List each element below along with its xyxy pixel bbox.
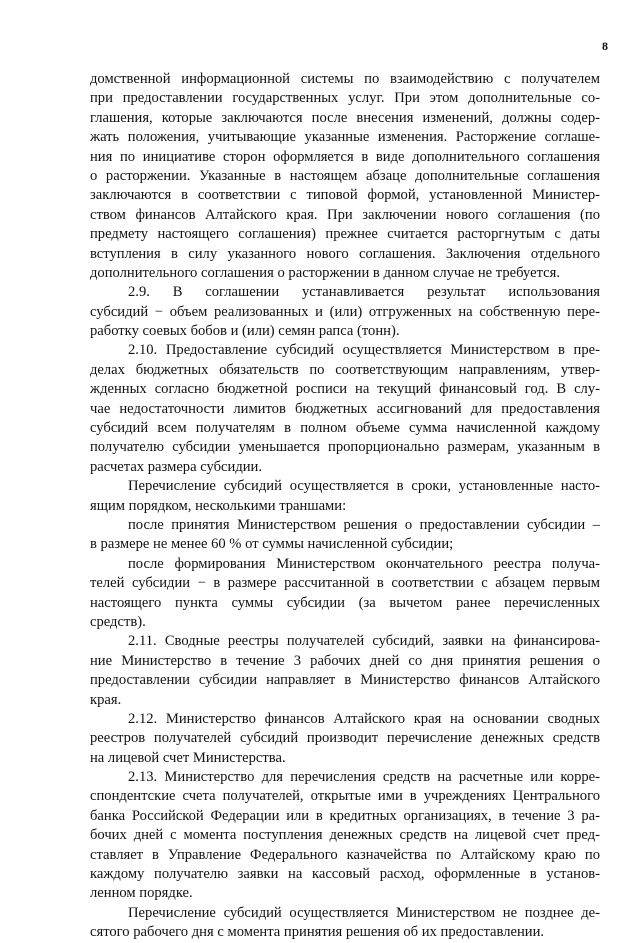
text-line: реестров получателей субсидий производит перечисление денежных средств — [90, 730, 600, 747]
text-line: после формирования Министерством окончательного реестра получа- — [128, 555, 600, 572]
text-line: спондентские счета получателей, открытые ими в учреждениях Центрального — [90, 788, 600, 805]
page-number: 8 — [602, 39, 608, 53]
text-line: заключаются в соответствии с типовой формой, установленной Министер- — [90, 187, 600, 204]
text-line: ния по инициативе сторон оформляется в виде дополнительного соглашения — [90, 148, 600, 165]
text-line: настоящего пункта суммы субсидии (за вычетом ранее перечисленных — [90, 594, 600, 611]
text-line: после принятия Министерством решения о предоставлении субсидии – — [128, 516, 600, 533]
text-line: жденных согласно бюджетной росписи на текущий финансовый год. В слу- — [90, 381, 600, 398]
text-line: банка Российской Федерации или в кредитных организациях, в течение 3 ра- — [90, 807, 600, 824]
text-line: о расторжении. Указанные в настоящем абзаце дополнительные соглашения — [90, 167, 600, 184]
text-line: работку соевых бобов и (или) семян рапса (тонн). — [90, 323, 400, 340]
text-line: ние Министерство в течение 3 рабочих дней со дня принятия решения о — [90, 652, 600, 669]
text-line: 2.11. Сводные реестры получателей субсидий, заявки на финансирова- — [128, 633, 600, 650]
text-line: 2.9. В соглашении устанавливается результат использования — [128, 284, 600, 301]
text-line: предоставлении субсидии направляет в Министерство финансов Алтайского — [90, 672, 600, 689]
text-line: 2.13. Министерство для перечисления средств на расчетные или корре- — [128, 769, 600, 786]
text-line: субсидий − объем реализованных и (или) отгруженных на собственную пере- — [90, 303, 600, 320]
text-line: каждому получателю заявки на кассовый расход, оформленные в установ- — [90, 866, 600, 883]
text-line: жать положения, учитывающие указанные изменения. Расторжение соглаше- — [90, 129, 600, 146]
text-line: вступления в силу указанного нового соглашения. Заключения отдельного — [90, 245, 600, 262]
text-line: глашения, которые заключаются после внесения изменений, должны содер- — [90, 109, 600, 126]
text-line: ством финансов Алтайского края. При заключении нового соглашения (по — [90, 206, 600, 223]
text-line: расчетах размера субсидии. — [90, 458, 263, 475]
text-line: чае недостаточности лимитов бюджетных ассигнований для предоставления — [90, 400, 600, 417]
text-line: ящим порядком, несколькими траншами: — [90, 497, 347, 514]
text-line: телей субсидии − в размере рассчитанной в соответствии с абзацем первым — [90, 575, 600, 592]
body-text — [90, 70, 600, 943]
text-line: ставляет в Управление Федерального казначейства по Алтайскому краю по — [90, 846, 600, 863]
text-line: Перечисление субсидий осуществляется в сроки, установленные насто- — [128, 478, 600, 495]
text-line: сятого рабочего дня с момента принятия решения об их предоставлении. — [90, 924, 545, 941]
text-line: дополнительного соглашения о расторжении в данном случае не требуется. — [90, 264, 560, 281]
text-line: при предоставлении государственных услуг. При этом дополнительные со- — [90, 90, 600, 107]
text-line: бочих дней с момента поступления денежных средств на лицевой счет пред- — [90, 827, 600, 844]
text-line: 2.12. Министерство финансов Алтайского края на основании сводных — [128, 710, 600, 727]
text-line: 2.10. Предоставление субсидий осуществляется Министерством в пре- — [128, 342, 600, 359]
text-line: делах бюджетных обязательств по соответствующим направлениям, утвер- — [90, 361, 600, 378]
text-line: получателю субсидии уменьшается пропорционально размерам, указанным в — [90, 439, 600, 456]
text-line: на лицевой счет Министерства. — [90, 749, 286, 766]
text-line: субсидий всем получателям в полном объеме сумма начисленной каждому — [90, 420, 600, 437]
text-line: средств). — [90, 613, 146, 630]
text-line: предмету настоящего соглашения) прежнее считается расторгнутым с даты — [90, 226, 600, 243]
text-line: ленном порядке. — [90, 885, 193, 902]
text-line: края. — [90, 691, 122, 708]
text-line: домственной информационной системы по взаимодействию с получателем — [90, 71, 600, 87]
text-line: Перечисление субсидий осуществляется Министерством не позднее де- — [128, 904, 600, 921]
text-line: в размере не менее 60 % от суммы начисленной субсидии; — [90, 536, 454, 553]
